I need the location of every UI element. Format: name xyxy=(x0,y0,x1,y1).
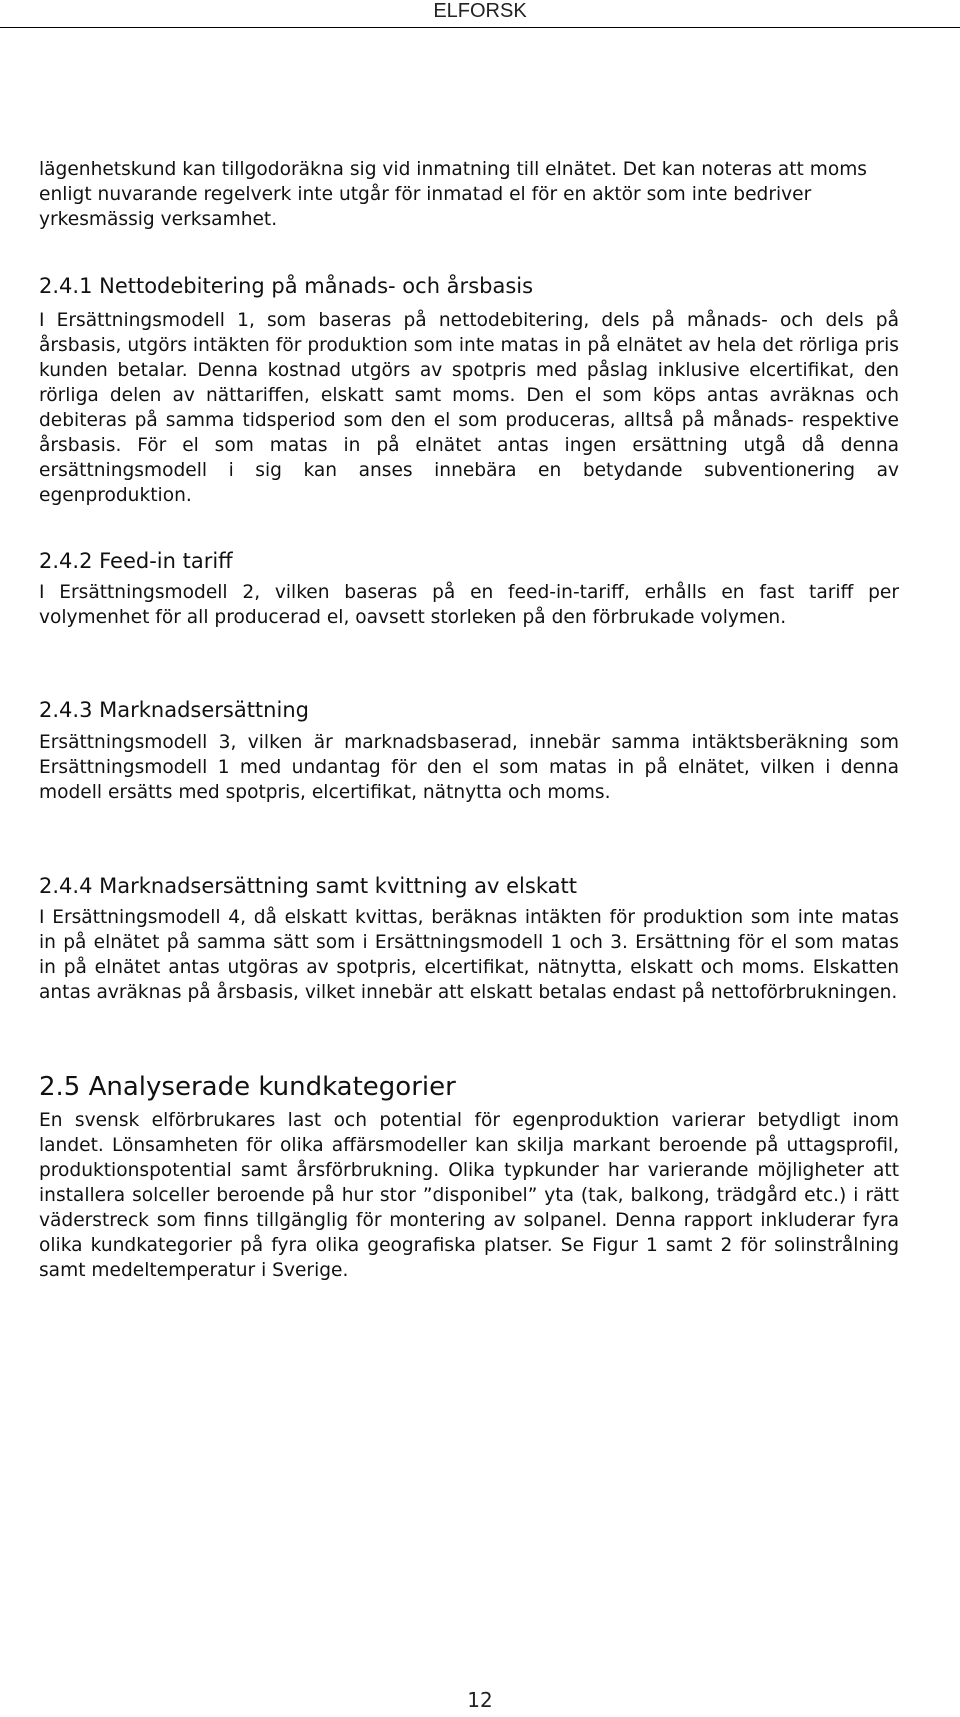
chapter-heading-2-5: 2.5 Analyserade kundkategorier xyxy=(39,1072,456,1102)
section-body-2-4-3: Ersättningsmodell 3, vilken är marknadsbaserad, innebär samma intäktsberäkning som Ersättningsmodell 1 med undantag för den el som matas in på elnätet, vilken i denna modell ersätts med spotpris, elcertifikat, nätnytta och moms. xyxy=(39,732,899,803)
intro-paragraph: lägenhetskund kan tillgodoräkna sig vid inmatning till elnätet. Det kan noteras att moms enligt nuvarande regelverk inte utgår för inmatad el för en aktör som inte bedriver yrkesmässig verksamhet. xyxy=(39,159,867,230)
section-heading-2-4-3: 2.4.3 Marknadsersättning xyxy=(39,698,309,722)
section-body-2-4-4: I Ersättningsmodell 4, då elskatt kvittas, beräknas intäkten för produktion som inte matas in på elnätet på samma sätt som i Ersättningsmodell 1 och 3. Ersättning för el som matas in på elnätet antas utgöras av spotpris, elcertifikat, nätnytta, elskatt och moms. Elskatten antas avräknas på årsbasis, vilket innebär att elskatt betalas endast på nettoförbrukningen. xyxy=(39,907,899,1003)
page-number: 12 xyxy=(467,1688,493,1712)
running-header: ELFORSK xyxy=(433,0,527,22)
section-heading-2-4-2: 2.4.2 Feed-in tariff xyxy=(39,549,233,573)
section-heading-2-4-4: 2.4.4 Marknadsersättning samt kvittning av elskatt xyxy=(39,874,577,898)
section-heading-2-4-1: 2.4.1 Nettodebitering på månads- och årsbasis xyxy=(39,274,534,298)
chapter-body-2-5: En svensk elförbrukares last och potential för egenproduktion varierar betydligt inom landet. Lönsamheten för olika affärsmodeller kan skilja markant beroende på uttagsprofil, produktionspotential samt årsförbrukning. Olika typkunder har varierande möjligheter att installera solceller beroende på hur stor ”disponibel” yta (tak, balkong, trädgård etc.) i rätt väderstreck som finns tillgänglig för montering av solpanel. Denna rapport inkluderar fyra olika kundkategorier på fyra olika geografiska platser. Se Figur 1 samt 2 för solinstrålning samt medeltemperatur i Sverige. xyxy=(39,1110,899,1281)
section-body-2-4-1: I Ersättningsmodell 1, som baseras på nettodebitering, dels på månads- och dels på årsbasis, utgörs intäkten för produktion som inte matas in på elnätet av hela det rörliga pris kunden betalar. Denna kostnad utgörs av spotpris med påslag inklusive elcertifikat, den rörliga delen av nättariffen, elskatt samt moms. Den el som köps antas avräknas och debiteras på samma tidsperiod som den el som produceras, alltså på månads- respektive årsbasis. För el som matas in på elnätet antas ingen ersättning utgå då denna ersättningsmodell i sig kan anses innebära en betydande subventionering av egenproduktion. xyxy=(39,310,899,506)
section-body-2-4-2: I Ersättningsmodell 2, vilken baseras på en feed-in-tariff, erhålls en fast tariff per volymenhet för all producerad el, oavsett storleken på den förbrukade volymen. xyxy=(39,582,899,628)
header-divider xyxy=(0,27,960,28)
